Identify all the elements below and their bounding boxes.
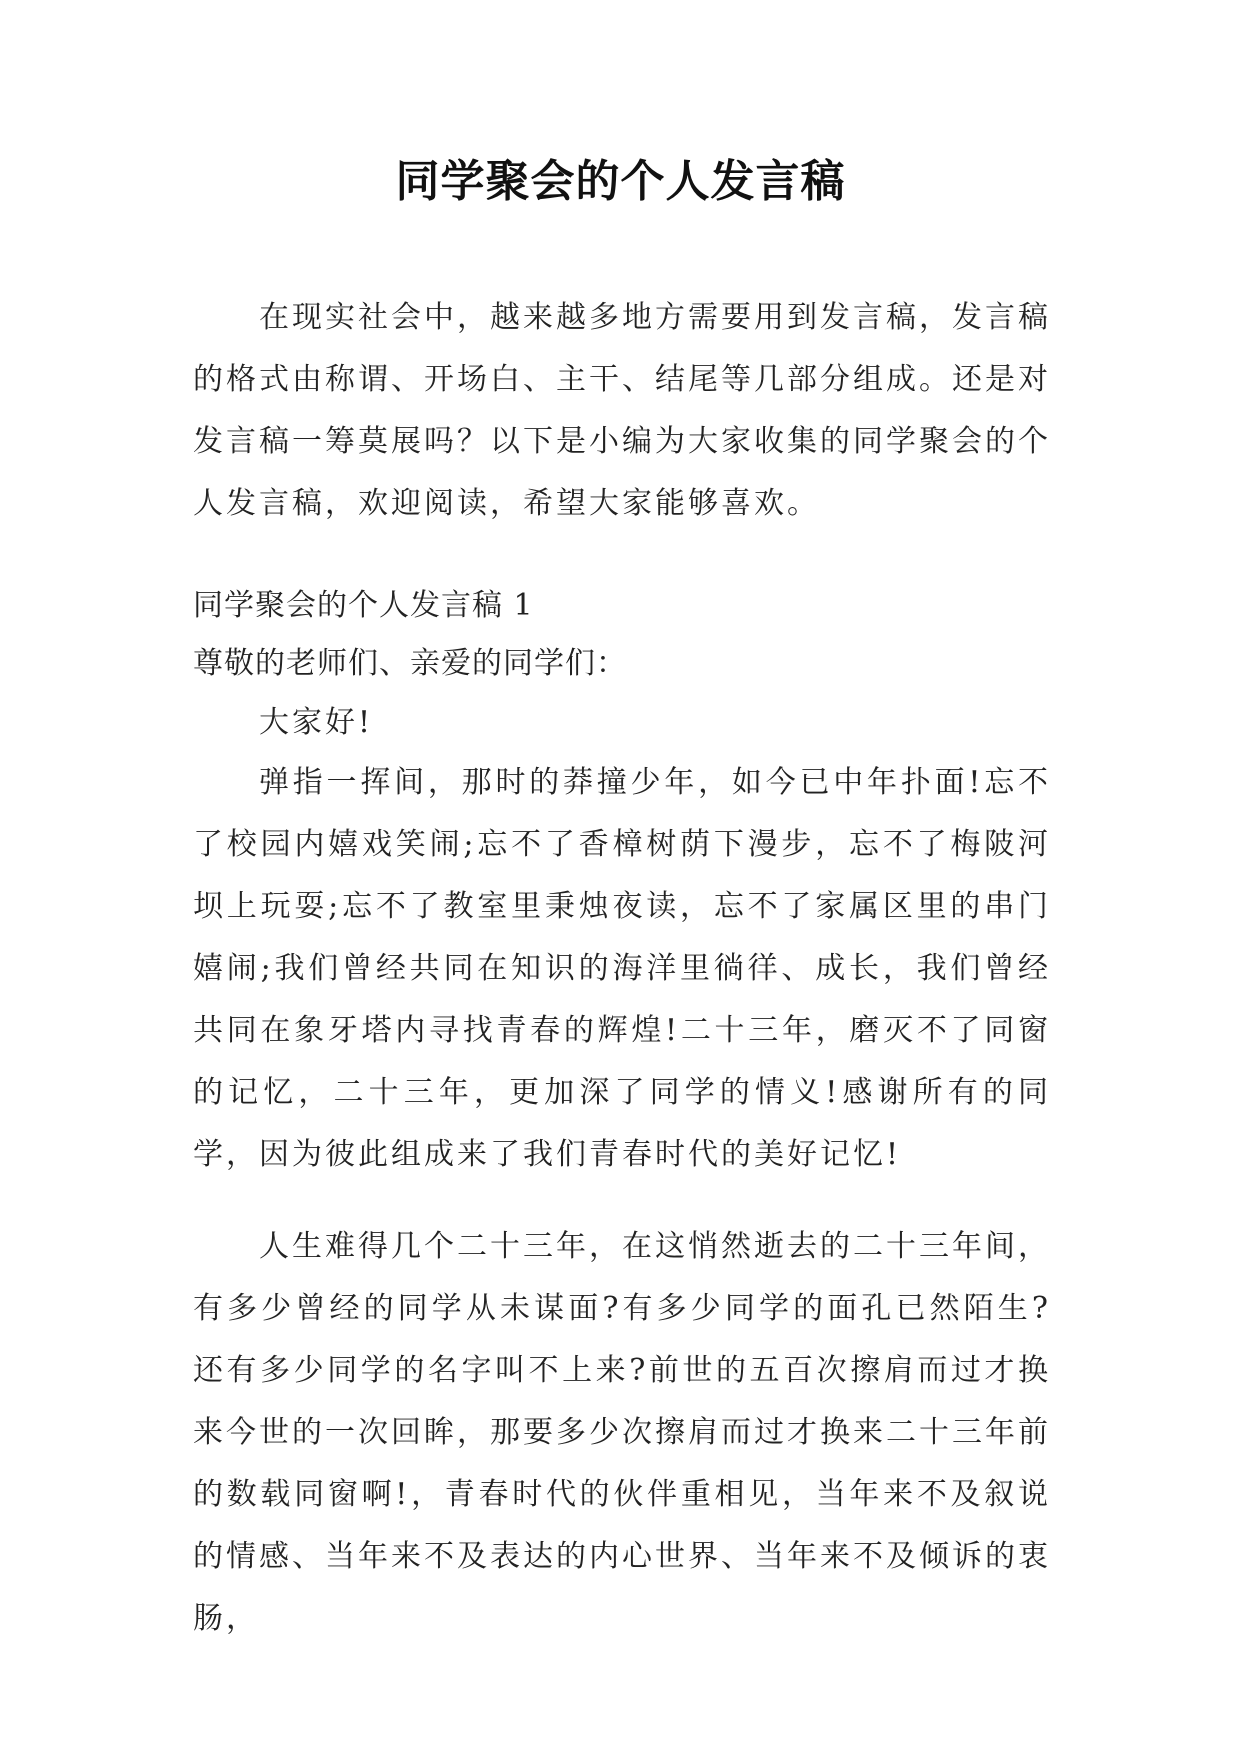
- salutation-line: 尊敬的老师们、亲爱的同学们：: [193, 646, 627, 681]
- body-paragraph-1: 弹指一挥间，那时的莽撞少年，如今已中年扑面!忘不了校园内嬉戏笑闹;忘不了香樟树荫下漫步，忘不了梅陂河坝上玩耍;忘不了教室里秉烛夜读，忘不了家属区里的串门嬉闹;我们曾经共同在知识的海洋里徜徉、成长，我们曾经共同在象牙塔内寻找青春的辉煌!二十三年，磨灭不了同窗的记忆，二十三年，更加深了同学的情义!感谢所有的同学，因为彼此组成来了我们青春时代的美好记忆!: [193, 765, 1051, 1172]
- section-heading: 同学聚会的个人发言稿 1: [193, 588, 534, 623]
- body-paragraph-2: 人生难得几个二十三年，在这悄然逝去的二十三年间，有多少曾经的同学从未谋面?有多少同学的面孔已然陌生?还有多少同学的名字叫不上来?前世的五百次擦肩而过才换来今世的一次回眸，那要多少次擦肩而过才换来二十三年前的数载同窗啊!，青春时代的伙伴重相见，当年来不及叙说的情感、当年来不及表达的内心世界、当年来不及倾诉的衷肠，: [193, 1229, 1051, 1636]
- greeting-line: 大家好!: [259, 705, 374, 740]
- intro-paragraph: 在现实社会中，越来越多地方需要用到发言稿，发言稿的格式由称谓、开场白、主干、结尾等几部分组成。还是对发言稿一筹莫展吗？以下是小编为大家收集的同学聚会的个人发言稿，欢迎阅读，希望大家能够喜欢。: [193, 300, 1051, 521]
- document-title: 同学聚会的个人发言稿: [395, 156, 846, 207]
